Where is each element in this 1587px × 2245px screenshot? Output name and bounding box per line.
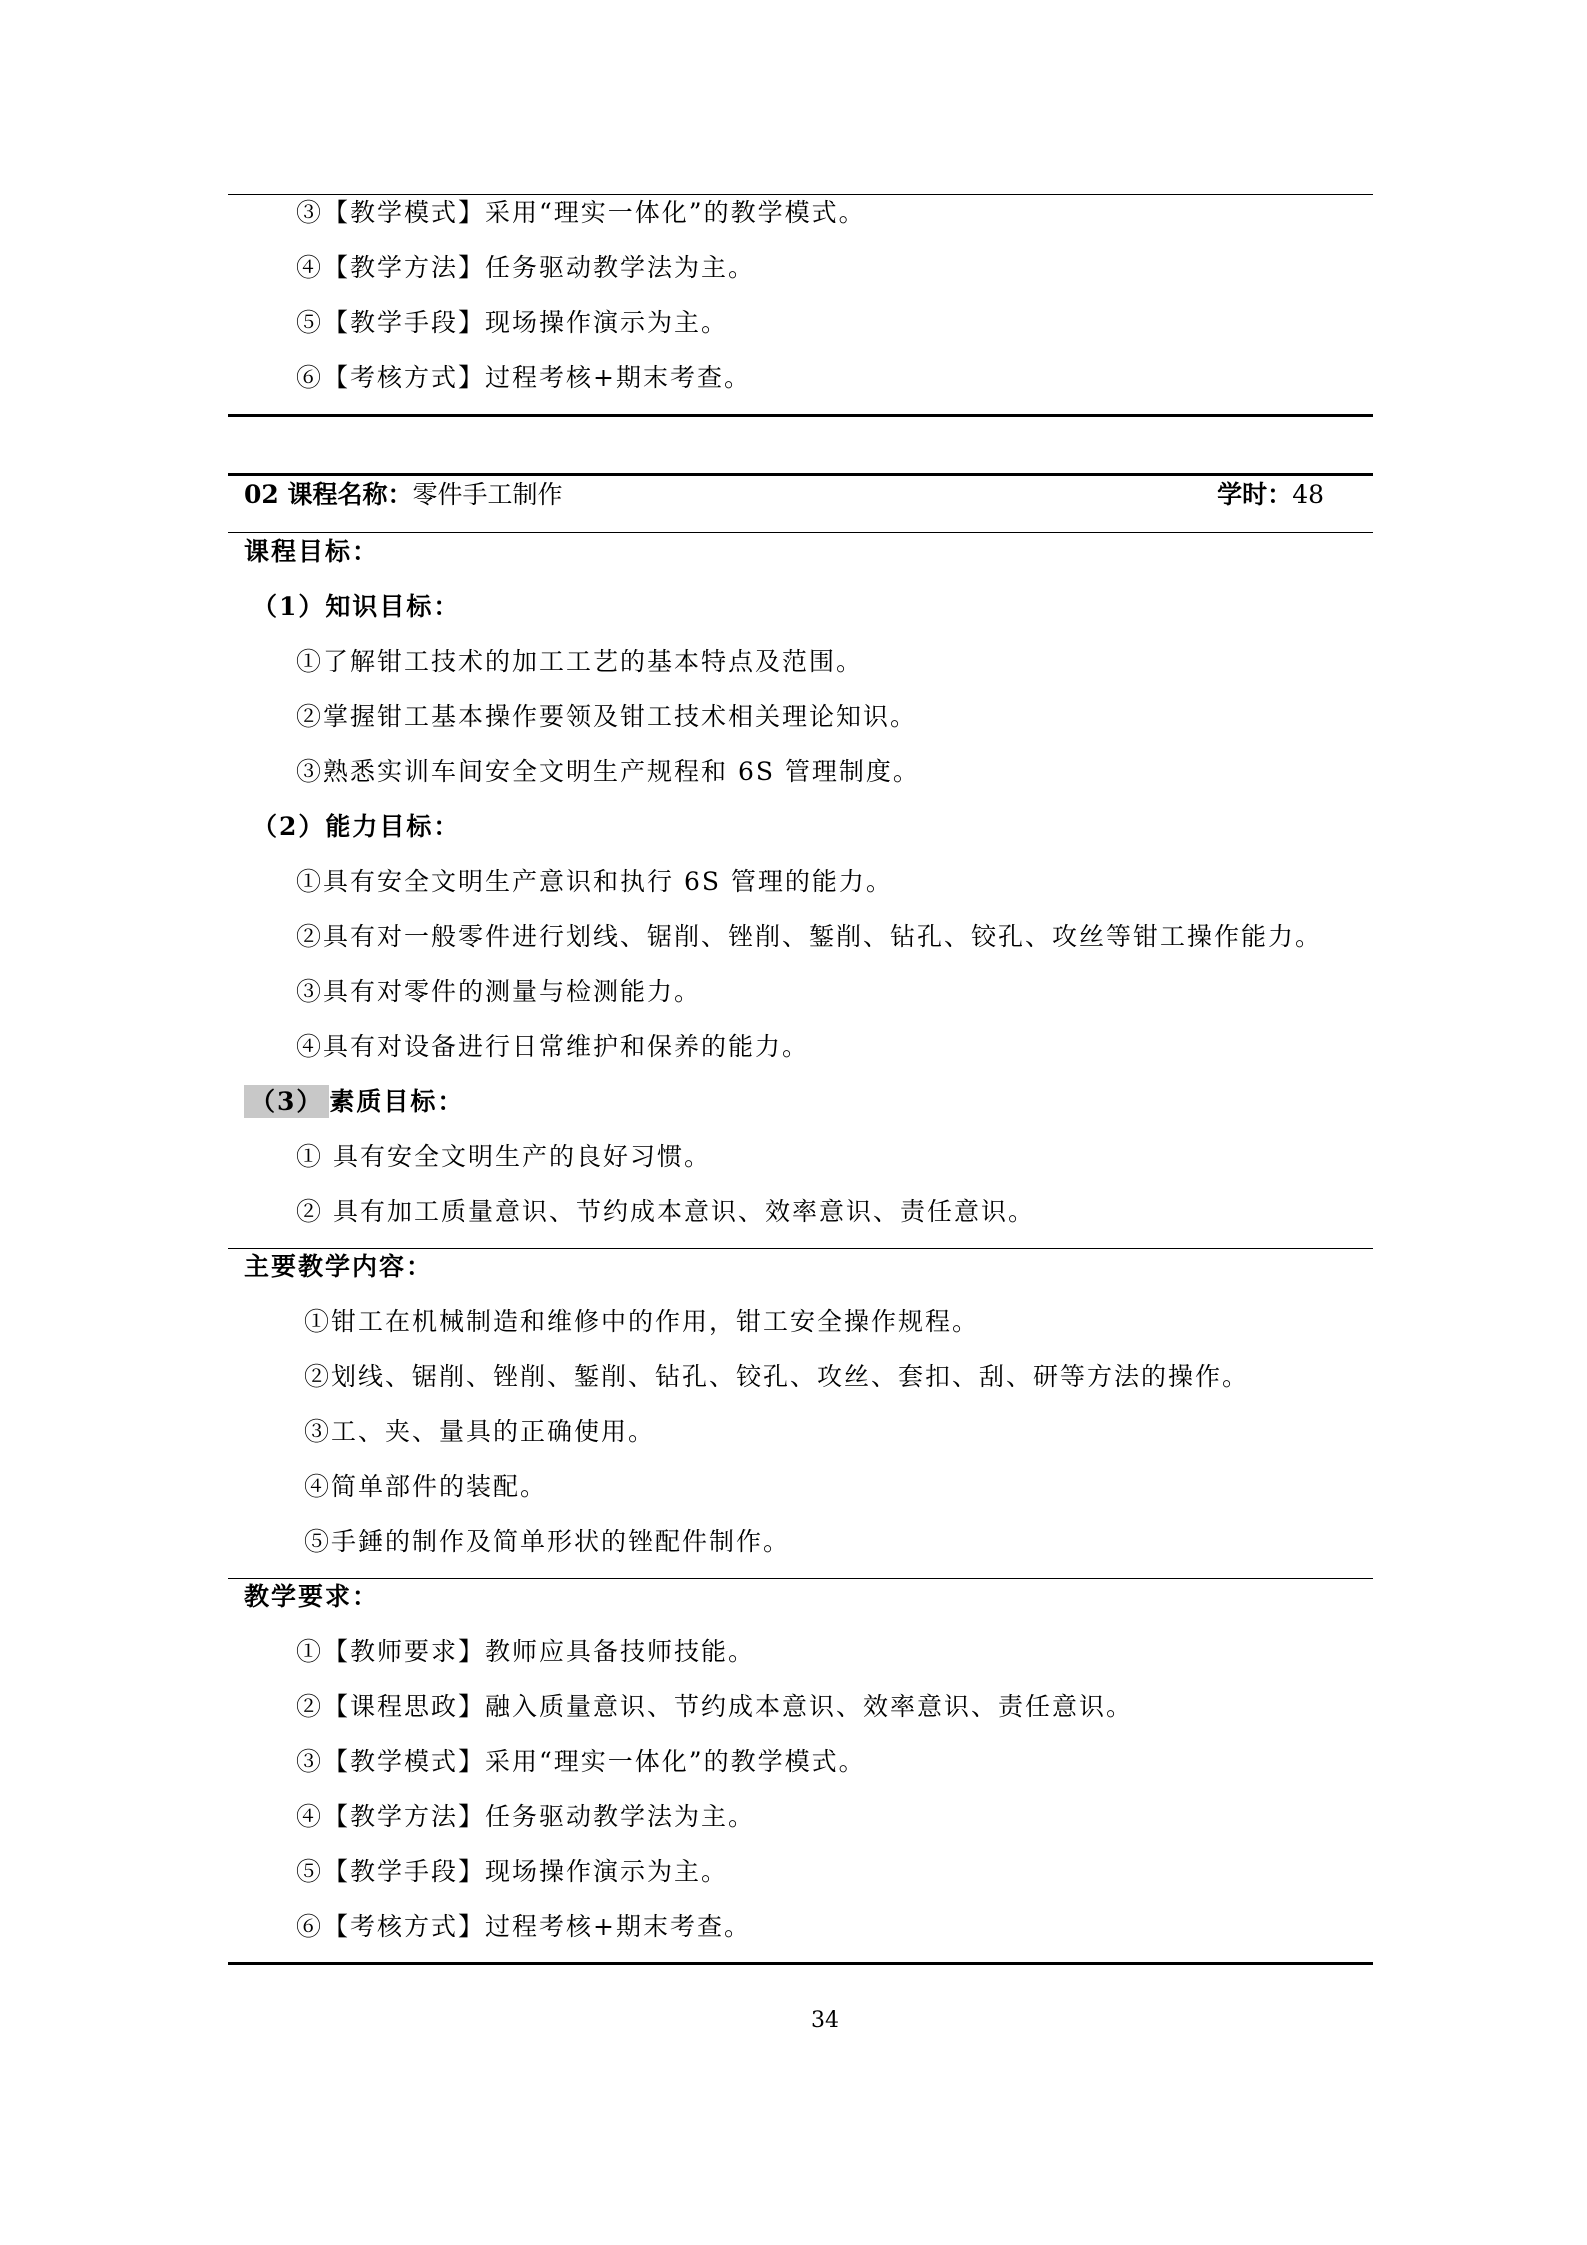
hours-label: 学时： — [1217, 480, 1293, 509]
list-item: ②具有对一般零件进行划线、锯削、锉削、錾削、钻孔、铰孔、攻丝等钳工操作能力。 — [296, 922, 1323, 951]
list-item: ②划线、锯削、锉削、錾削、钻孔、铰孔、攻丝、套扣、刮、研等方法的操作。 — [304, 1362, 1250, 1391]
table-bottom-rule — [228, 1962, 1373, 1965]
highlighted-marker: （3） — [244, 1085, 329, 1118]
list-item: ⑥【考核方式】过程考核+期末考查。 — [296, 1912, 751, 1941]
list-item: ① 具有安全文明生产的良好习惯。 — [296, 1142, 711, 1171]
list-item: ①【教师要求】教师应具备技师技能。 — [296, 1637, 756, 1666]
table-bottom-rule — [228, 414, 1373, 417]
list-item: ③【教学模式】采用“理实一体化”的教学模式。 — [296, 1747, 866, 1776]
list-item: ⑥【考核方式】过程考核+期末考查。 — [296, 363, 751, 392]
list-item: ③工、夹、量具的正确使用。 — [304, 1417, 656, 1446]
list-item: ④简单部件的装配。 — [304, 1472, 548, 1501]
content-heading: 主要教学内容： — [244, 1252, 434, 1281]
list-item: ③【教学模式】采用“理实一体化”的教学模式。 — [296, 198, 866, 227]
course-top-rule — [228, 473, 1373, 476]
list-item: ② 具有加工质量意识、节约成本意识、效率意识、责任意识。 — [296, 1197, 1035, 1226]
list-item: ④【教学方法】任务驱动教学法为主。 — [296, 1802, 756, 1831]
ability-heading: （2）能力目标： — [252, 812, 461, 841]
course-title-row — [244, 478, 1324, 512]
requirements-heading: 教学要求： — [244, 1582, 380, 1611]
course-name: 零件手工制作 — [412, 480, 563, 509]
list-item: ④具有对设备进行日常维护和保养的能力。 — [296, 1032, 810, 1061]
list-item: ⑤【教学手段】现场操作演示为主。 — [296, 308, 729, 337]
list-item: ①具有安全文明生产意识和执行 6S 管理的能力。 — [296, 867, 893, 896]
knowledge-heading: （1）知识目标： — [252, 592, 461, 621]
list-item: ②掌握钳工基本操作要领及钳工技术相关理论知识。 — [296, 702, 918, 731]
list-item: ⑤手錘的制作及简单形状的锉配件制作。 — [304, 1527, 791, 1556]
hours-value: 48 — [1292, 480, 1324, 509]
quality-heading-text: 素质目标： — [329, 1087, 465, 1116]
list-item: ④【教学方法】任务驱动教学法为主。 — [296, 253, 756, 282]
table-top-rule — [228, 194, 1373, 195]
objectives-heading: 课程目标： — [244, 537, 380, 566]
page-number: 34 — [811, 2008, 839, 2033]
course-hours — [1217, 478, 1324, 512]
list-item: ①了解钳工技术的加工工艺的基本特点及范围。 — [296, 647, 864, 676]
list-item: ③具有对零件的测量与检测能力。 — [296, 977, 702, 1006]
list-item: ①钳工在机械制造和维修中的作用，钳工安全操作规程。 — [304, 1307, 980, 1336]
quality-heading — [252, 1085, 464, 1119]
section-rule — [228, 1248, 1373, 1249]
section-rule — [228, 1578, 1373, 1579]
course-title-rule — [228, 532, 1373, 533]
list-item: ③熟悉实训车间安全文明生产规程和 6S 管理制度。 — [296, 757, 920, 786]
course-number-label: 02 课程名称： — [244, 480, 413, 509]
list-item: ⑤【教学手段】现场操作演示为主。 — [296, 1857, 729, 1886]
list-item: ②【课程思政】融入质量意识、节约成本意识、效率意识、责任意识。 — [296, 1692, 1134, 1721]
